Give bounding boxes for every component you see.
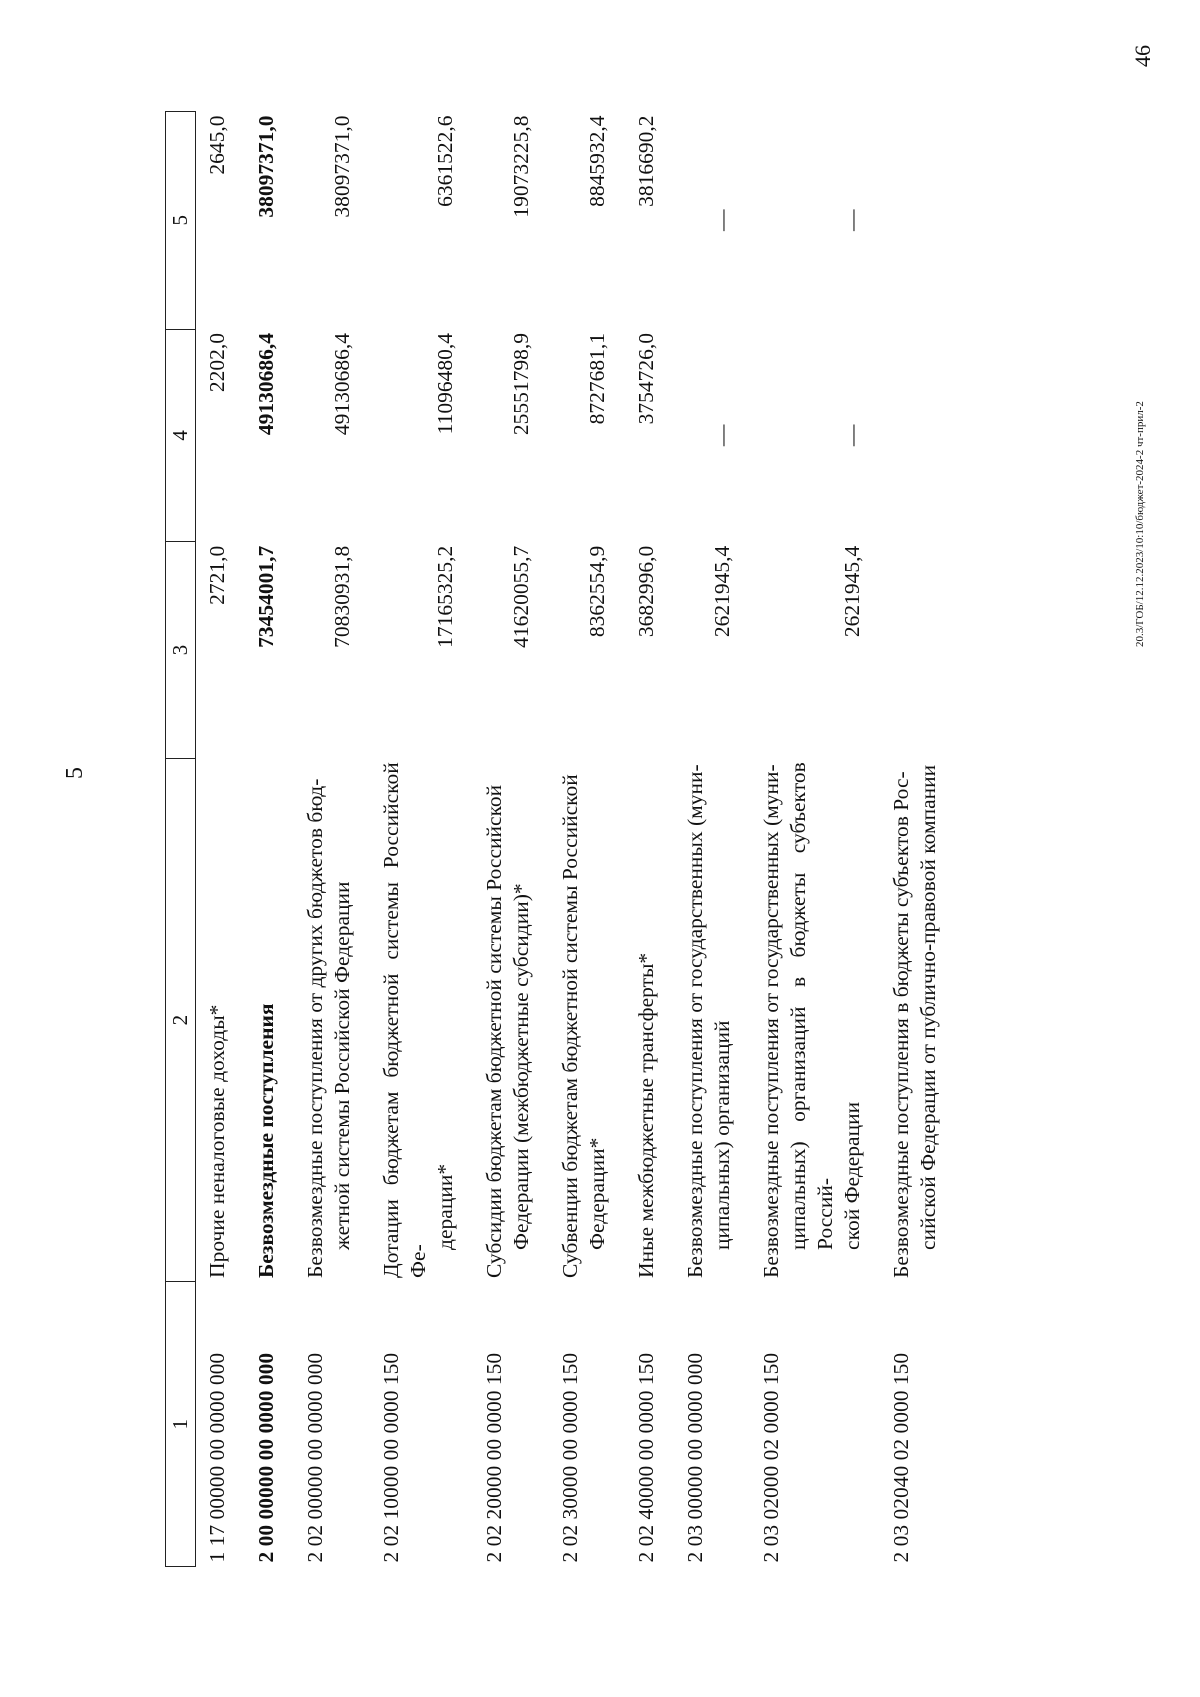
table-row xyxy=(750,112,880,1567)
row-value-col4: 8727681,1 xyxy=(585,333,609,425)
column-header: 3 xyxy=(166,542,196,759)
row-value-col3 xyxy=(880,542,956,759)
column-header: 4 xyxy=(166,329,196,542)
page-number: 5 xyxy=(62,767,88,779)
row-name-text: Иные межбюджетные трансферты* xyxy=(634,952,658,1278)
row-code: 2 02 10000 00 0000 150 xyxy=(379,1352,403,1563)
row-code: 2 02 20000 00 0000 150 xyxy=(482,1352,506,1563)
table-row xyxy=(245,112,294,1567)
row-value-col3: 3682996,0 xyxy=(634,545,658,638)
table-row xyxy=(196,112,246,1567)
row-value-col4: 3754726,0 xyxy=(634,333,658,425)
row-value-col5: 38097371,0 xyxy=(330,115,354,218)
row-name-text: Безвозмездные поступления xyxy=(254,1003,278,1278)
row-value-col5 xyxy=(880,112,956,330)
row-value-col4: — xyxy=(710,424,734,447)
row-value-col5: 3816690,2 xyxy=(634,115,658,207)
row-code: 2 03 00000 00 0000 000 xyxy=(683,1352,707,1563)
row-name xyxy=(880,758,956,1282)
table-row xyxy=(294,112,370,1567)
row-value-col3: 2621945,4 xyxy=(840,545,864,638)
row-name-continuation: ской Федерации xyxy=(840,1101,864,1250)
table-row xyxy=(370,112,473,1567)
row-value-col5: — xyxy=(710,209,734,232)
row-name xyxy=(294,758,370,1282)
row-value-col4: 25551798,9 xyxy=(509,333,533,436)
row-value-col4: — xyxy=(840,424,864,447)
column-header: 2 xyxy=(166,758,196,1282)
row-value-col5: 2645,0 xyxy=(205,115,229,175)
row-code: 2 02 30000 00 0000 150 xyxy=(558,1352,582,1563)
row-name-text: Дотации бюджетам бюджетной системы Российской Фе- xyxy=(379,762,430,1278)
row-name-continuation: Федерации* xyxy=(585,1137,609,1250)
row-name-text: Безвозмездные поступления от государственных (муни- xyxy=(683,764,707,1278)
document-stamp: 20.3/ГОБ/12.12.2023/10:10/бюджет-2024-2 чт-прил-2 xyxy=(1134,401,1146,647)
row-name-text: Субвенции бюджетам бюджетной системы Российской xyxy=(558,774,582,1278)
row-value-col3: 41620055,7 xyxy=(509,545,533,648)
row-value-col4: 11096480,4 xyxy=(433,333,457,435)
row-name-text: Безвозмездные поступления от других бюджетов бюд- xyxy=(303,778,327,1278)
row-name xyxy=(549,758,625,1282)
row-code: 1 17 00000 00 0000 000 xyxy=(205,1352,229,1563)
row-code: 2 02 00000 00 0000 000 xyxy=(303,1352,327,1563)
row-name-continuation: ципальных) организаций в бюджеты субъектов Россий- xyxy=(786,762,837,1250)
row-name xyxy=(473,758,549,1282)
row-value-col3: 2721,0 xyxy=(205,545,229,605)
row-name xyxy=(370,758,473,1282)
table-row xyxy=(880,112,956,1567)
row-name-continuation: Федерации (межбюджетные субсидии)* xyxy=(509,883,533,1250)
table-row xyxy=(549,112,625,1567)
row-name xyxy=(674,758,750,1282)
row-value-col4 xyxy=(880,329,956,542)
row-value-col5: — xyxy=(840,209,864,232)
row-name xyxy=(625,758,674,1282)
row-name xyxy=(750,758,880,1282)
row-value-col3: 73454001,7 xyxy=(254,545,278,648)
row-name xyxy=(196,758,246,1282)
row-code: 2 03 02040 02 0000 150 xyxy=(889,1352,913,1563)
row-code: 2 03 02000 02 0000 150 xyxy=(759,1352,783,1563)
row-name-continuation: ципальных) организаций xyxy=(710,1020,734,1250)
row-value-col3: 8362554,9 xyxy=(585,545,609,638)
column-header: 1 xyxy=(166,1282,196,1567)
row-value-col3: 2621945,4 xyxy=(710,545,734,638)
row-code: 2 00 00000 00 0000 000 xyxy=(254,1352,278,1563)
budget-table xyxy=(165,111,956,1567)
column-header: 5 xyxy=(166,112,196,330)
row-value-col4: 49130686,4 xyxy=(254,333,278,436)
row-value-col5: 6361522,6 xyxy=(433,115,457,207)
row-value-col3: 70830931,8 xyxy=(330,545,354,648)
row-name-continuation: дерации* xyxy=(433,1163,457,1250)
row-name-text: Субсидии бюджетам бюджетной системы Российской xyxy=(482,784,506,1278)
row-value-col5: 19073225,8 xyxy=(509,115,533,218)
row-value-col4: 2202,0 xyxy=(205,333,229,393)
row-name xyxy=(245,758,294,1282)
row-code: 2 02 40000 00 0000 150 xyxy=(634,1352,658,1563)
row-name-text: Прочие неналоговые доходы* xyxy=(205,1004,229,1278)
row-name-text: Безвозмездные поступления от государственных (муни- xyxy=(759,764,783,1278)
row-value-col5: 38097371,0 xyxy=(254,115,278,218)
row-value-col3: 17165325,2 xyxy=(433,545,457,648)
table-header-row xyxy=(166,112,196,1567)
row-name-continuation: сийской Федерации от публично-правовой компании xyxy=(916,764,940,1250)
row-value-col4: 49130686,4 xyxy=(330,333,354,436)
page-number-side: 46 xyxy=(1130,45,1155,67)
table-row xyxy=(473,112,549,1567)
table-row xyxy=(625,112,674,1567)
row-value-col5: 8845932,4 xyxy=(585,115,609,207)
row-name-continuation: жетной системы Российской Федерации xyxy=(330,881,354,1250)
row-name-text: Безвозмездные поступления в бюджеты субъектов Рос- xyxy=(889,771,913,1278)
table-row xyxy=(674,112,750,1567)
